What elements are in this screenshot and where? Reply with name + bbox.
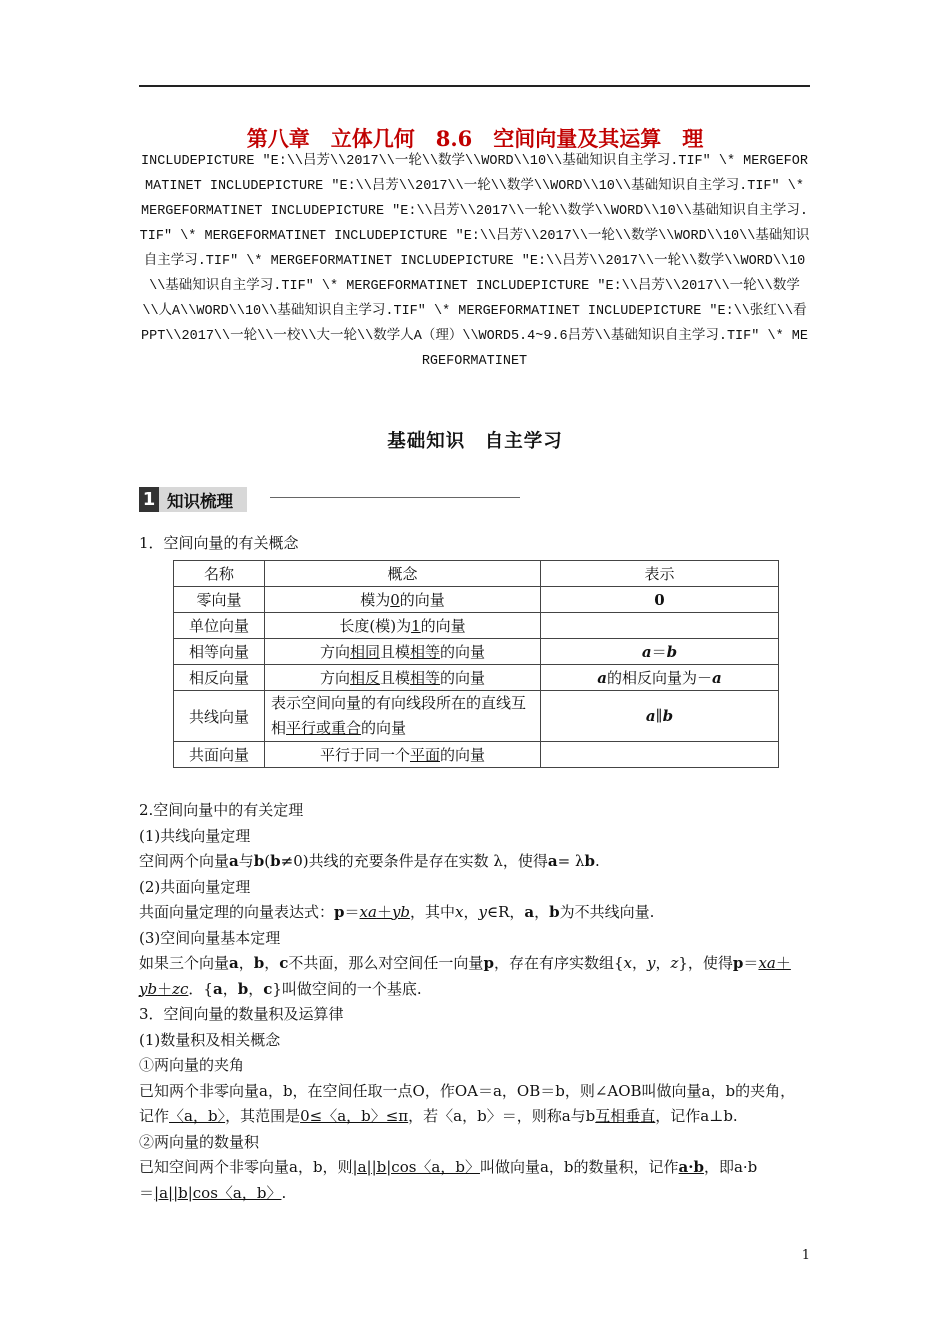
row-name: 零向量	[174, 587, 265, 613]
s3-heading: 3．空间向量的数量积及运算律	[139, 1005, 344, 1023]
row-name: 相等向量	[174, 639, 265, 665]
s3-line2a: 已知空间两个非零向量a，b，则|a||b|cos〈a，b〉叫做向量a，b的数量积，记作a·b，即a·b	[139, 1158, 758, 1176]
s3-circ1: ①两向量的夹角	[139, 1056, 245, 1074]
s3-line1b: 记作〈a，b〉，其范围是0≤〈a，b〉≤π，若〈a，b〉＝，则称a与b互相垂直，记作a⊥b.	[139, 1107, 738, 1125]
s3-sub1: (1)数量积及相关概念	[139, 1030, 281, 1049]
row-rep: a∥b	[541, 691, 779, 742]
s2-heading: 2.空间向量中的有关定理	[139, 801, 304, 819]
s2-sub3: (3)空间向量基本定理	[139, 928, 281, 947]
s2-sub2: (2)共面向量定理	[139, 877, 251, 896]
row-rep	[541, 613, 779, 639]
table-row	[174, 742, 779, 768]
row-rep: a的相反向量为－a	[541, 665, 779, 691]
knowledge-divider	[270, 497, 520, 498]
s1-heading: 1．空间向量的有关概念	[139, 534, 299, 552]
s2-line1: 空间两个向量a与b(b≠0)共线的充要条件是存在实数 λ，使得a= λb.	[139, 852, 600, 870]
table-row	[174, 691, 779, 742]
row-concept: 平行于同一个平面的向量	[265, 742, 541, 768]
s2-line3b: yb＋zc．{a，b，c}叫做空间的一个基底.	[139, 979, 422, 998]
s2-line3a: 如果三个向量a，b，c不共面，那么对空间任一向量p，存在有序实数组{x，y，z}，使得p＝xa＋	[139, 954, 791, 972]
row-name: 共面向量	[174, 742, 265, 768]
row-concept: 长度(模)为1的向量	[265, 613, 541, 639]
th-rep: 表示	[541, 561, 779, 587]
row-rep: 0	[541, 587, 779, 613]
page-title: 第八章 立体几何 8.6 空间向量及其运算 理	[246, 126, 704, 151]
th-name: 名称	[174, 561, 265, 587]
page-number: 1	[801, 1248, 810, 1263]
table-row	[174, 613, 779, 639]
knowledge-number: 1	[139, 487, 159, 512]
concepts-table	[173, 560, 779, 768]
row-concept: 模为0的向量	[265, 587, 541, 613]
s3-circ2: ②两向量的数量积	[139, 1132, 260, 1151]
row-concept: 表示空间向量的有向线段所在的直线互相平行或重合的向量	[265, 691, 541, 742]
table-row	[174, 665, 779, 691]
s2-sub1: (1)共线向量定理	[139, 826, 251, 845]
section-title: 基础知识 自主学习	[387, 431, 563, 452]
row-name: 共线向量	[174, 691, 265, 742]
s1-heading-block	[139, 531, 811, 557]
header-rule	[139, 85, 810, 87]
table-row	[174, 639, 779, 665]
th-concept: 概念	[265, 561, 541, 587]
include-field-code: INCLUDEPICTURE "E:\\吕芳\\2017\\一轮\\数学\\WORD\\10\\基础知识自主学习.TIF" \* MERGEFORMATINET INCLUDEPICTURE "E:\\吕芳\\2017\\一轮\\数学\\WORD\\10\\基础知识自主学习.TIF" \* MERGEFORMATINET INCLUDEPICTURE "E:\\吕芳\\2017\\一轮\\数学\\WORD\\10\\基础知识自主学习.TIF" \* MERGEFORMATINET INCLUDEPICTURE "E:\\吕芳\\2017\\一轮\\数学\\WORD\\10\\基础知识自主学习.TIF" \* MERGEFORMATINET INCLUDEPICTURE "E:\\吕芳\\2017\\一轮\\数学\\WORD\\10\\基础知识自主学习.TIF" \* MERGEFORMATINET INCLUDEPICTURE "E:\\吕芳\\2017\\一轮\\数学\\人A\\WORD\\10\\基础知识自主学习.TIF" \* MERGEFORMATINET INCLUDEPICTURE "E:\\张红\\看PPT\\2017\\一轮\\一校\\大一轮\\数学人A（理）\\WORD5.4~9.6吕芳\\基础知识自主学习.TIF" \* MERGEFORMATINET	[139, 154, 810, 369]
table-header-row	[174, 561, 779, 587]
row-rep	[541, 742, 779, 768]
table-row	[174, 587, 779, 613]
row-name: 相反向量	[174, 665, 265, 691]
row-concept: 方向相同且模相等的向量	[265, 639, 541, 665]
row-concept: 方向相反且模相等的向量	[265, 665, 541, 691]
row-name: 单位向量	[174, 613, 265, 639]
s2-line2: 共面向量定理的向量表达式：p＝xa＋yb，其中x，y∈R，a，b为不共线向量.	[139, 903, 655, 921]
s2-block	[139, 798, 811, 1206]
knowledge-heading	[139, 487, 247, 512]
s3-line1a: 已知两个非零向量a，b，在空间任取一点O，作OA＝a，OB＝b，则∠AOB叫做向量a，b的夹角，	[139, 1081, 796, 1100]
knowledge-label: 知识梳理	[159, 487, 247, 512]
row-rep: a＝b	[541, 639, 779, 665]
s3-line2b: ＝|a||b|cos〈a，b〉.	[139, 1183, 287, 1202]
